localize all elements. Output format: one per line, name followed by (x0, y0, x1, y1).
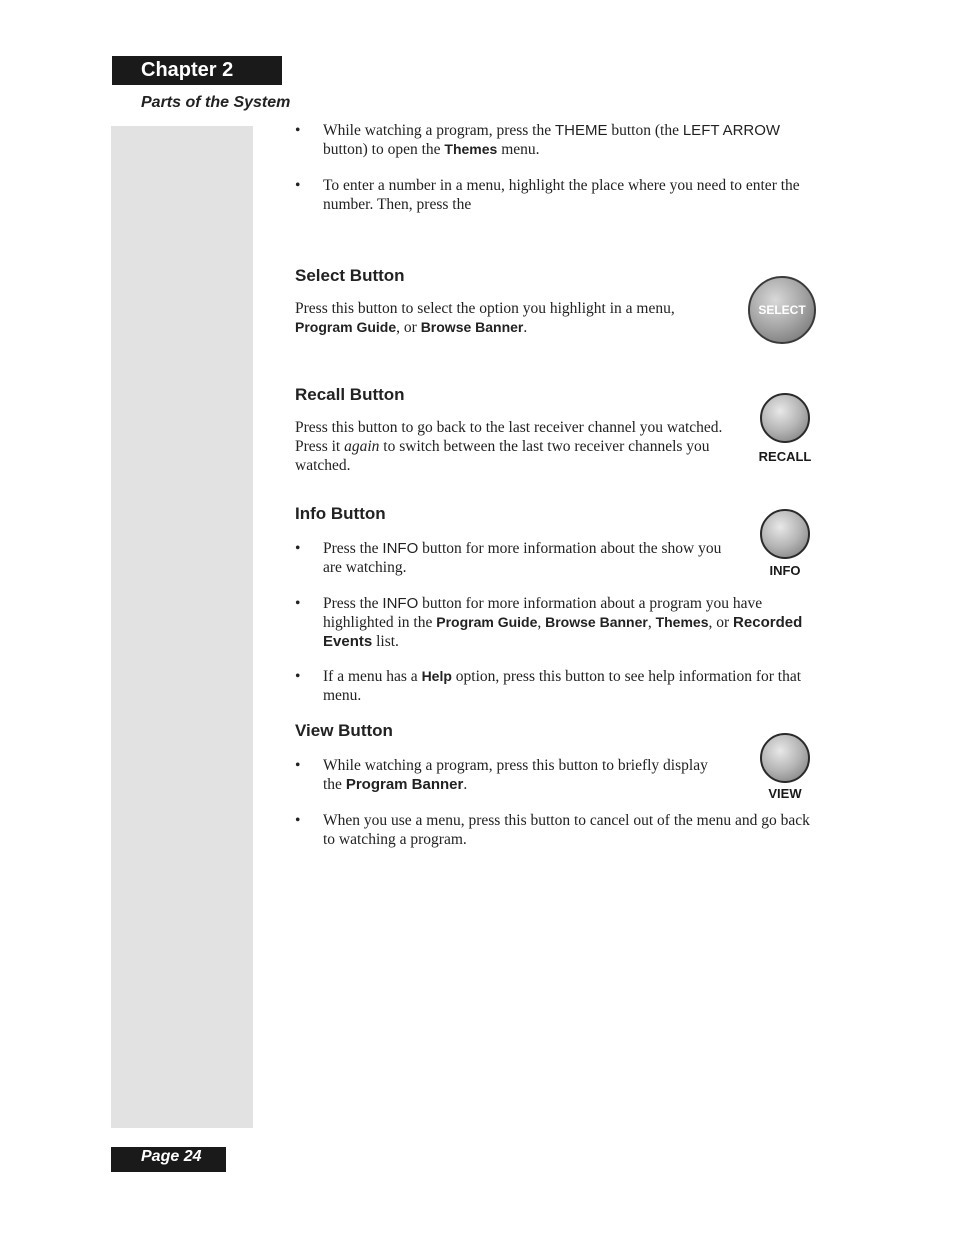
info-heading: Info Button (295, 504, 386, 523)
section-subtitle: Parts of the System (141, 94, 291, 111)
info-button-label: INFO (769, 563, 801, 578)
select-button-label: SELECT (758, 303, 806, 317)
select-button-icon (746, 274, 818, 351)
view-heading: View Button (295, 721, 393, 740)
chapter-tab: Chapter 2 (112, 56, 282, 85)
select-description: Press this button to select the option you highlight in a menu, Program Guide, or Browse Banner. (295, 300, 675, 336)
view-button-label: VIEW (768, 786, 802, 801)
select-heading: Select Button (295, 266, 405, 285)
view-button-icon (758, 731, 812, 790)
recall-description: Press this button to go back to the last receiver channel you watched. Press it again to switch between the last two receiver channels you watched. (295, 419, 723, 474)
list-item: • While watching a program, press the THEME button (the LEFT ARROW button) to open the Themes menu. (295, 122, 781, 158)
page-number: Page 24 (111, 1147, 226, 1172)
list-item: • While watching a program, press this button to briefly display the Program Banner. (295, 757, 708, 793)
list-item: • Press the INFO button for more information about the show you are watching. (295, 540, 722, 576)
list-item: • To enter a number in a menu, highlight the place where you need to enter the number. Then, press the (295, 177, 800, 213)
list-item: • Press the INFO button for more information about a program you have highlighted in the Program Guide, Browse Banner, Themes, or Recorded Events list. (295, 595, 803, 650)
list-item: • When you use a menu, press this button to cancel out of the menu and go back to watching a program. (295, 812, 810, 848)
list-item: • If a menu has a Help option, press this button to see help information for that menu. (295, 668, 802, 704)
recall-heading: Recall Button (295, 385, 405, 404)
recall-button-label: RECALL (758, 449, 812, 464)
sidebar-margin (111, 126, 253, 1128)
recall-button-icon (758, 391, 812, 450)
info-button-icon (758, 507, 812, 566)
